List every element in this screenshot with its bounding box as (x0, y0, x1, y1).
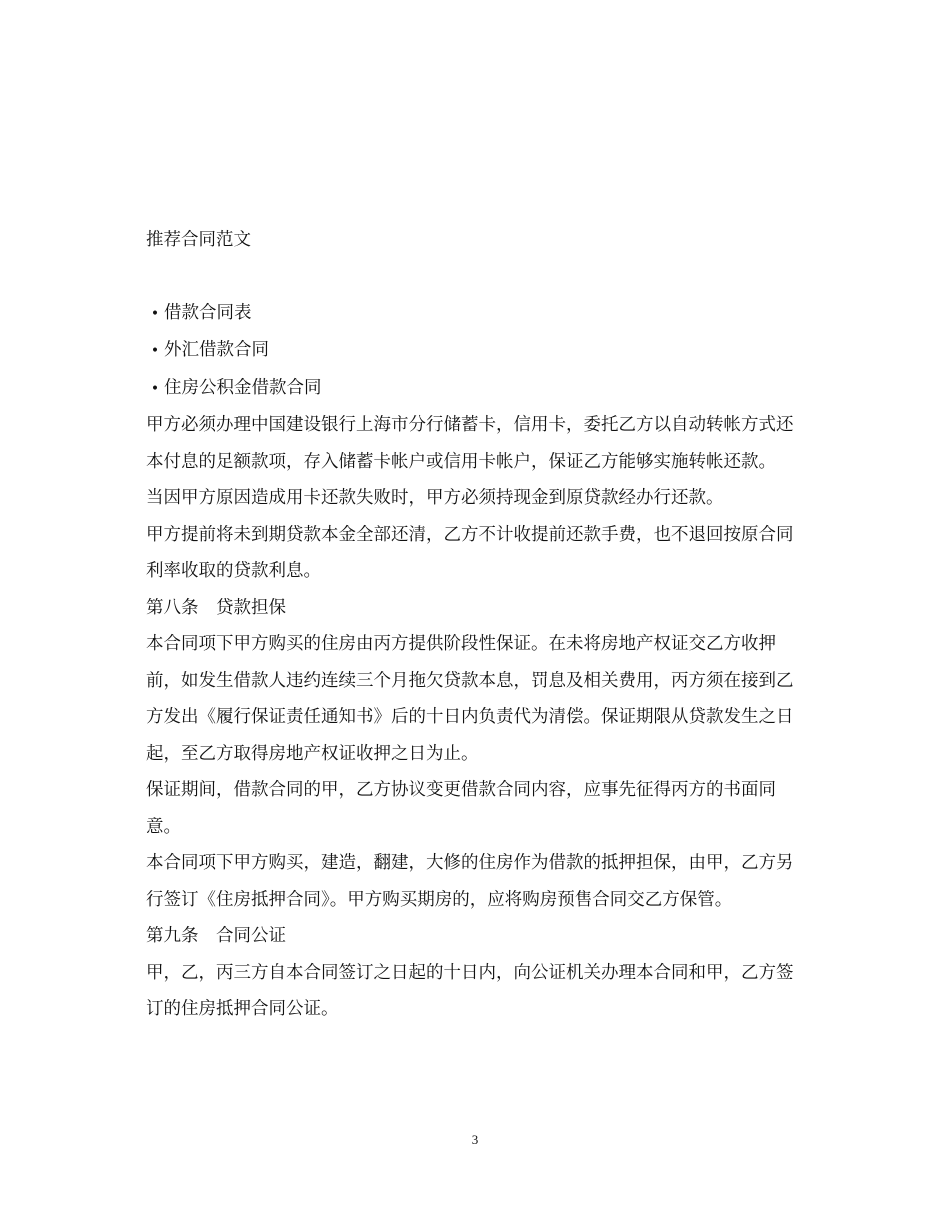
spacer (146, 259, 806, 295)
document-body (146, 222, 806, 1028)
document-title: 推荐合同范文 (146, 230, 251, 250)
body-paragraph: 保证期间，借款合同的甲，乙方协议变更借款合同内容，应事先征得丙方的书面同意。 (146, 780, 776, 837)
body-paragraph: 甲，乙，丙三方自本合同签订之日起的十日内，向公证机关办理本合同和甲，乙方签订的住房抵押合同公证。 (146, 962, 794, 1019)
body-paragraph: 甲方必须办理中国建设银行上海市分行储蓄卡，信用卡，委托乙方以自动转帐方式还本付息的足额款项，存入储蓄卡帐户或信用卡帐户，保证乙方能够实施转帐还款。 (146, 415, 794, 472)
body-paragraph: 当因甲方原因造成用卡还款失败时，甲方必须持现金到原贷款经办行还款。 (146, 488, 724, 508)
bullet-dot-icon: • (150, 380, 160, 397)
recommended-contracts-list (146, 295, 806, 408)
page-number: 3 (471, 1132, 479, 1147)
body-paragraph: 甲方提前将未到期贷款本金全部还清，乙方不计收提前还款手费，也不退回按原合同利率收取的贷款利息。 (146, 524, 794, 581)
list-item-label: 借款合同表 (164, 302, 252, 323)
list-item[interactable] (146, 332, 806, 370)
body-paragraph: 本合同项下甲方购买的住房由丙方提供阶段性保证。在未将房地产权证交乙方收押前，如发生借款人违约连续三个月拖欠贷款本息，罚息及相关费用，丙方须在接到乙方发出《履行保证责任通知书》后的十日内负责代为清偿。保证期限从贷款发生之日起，至乙方取得房地产权证收押之日为止。 (146, 634, 794, 764)
list-item-label: 外汇借款合同 (164, 340, 269, 360)
bullet-dot-icon: • (150, 343, 160, 359)
list-item-label: 住房公积金借款合同 (164, 377, 322, 398)
list-item[interactable] (146, 370, 806, 408)
bullet-dot-icon: • (150, 305, 160, 322)
body-paragraph: 本合同项下甲方购买，建造，翻建，大修的住房作为借款的抵押担保，由甲，乙方另行签订《住房抵押合同》。甲方购买期房的，应将购房预售合同交乙方保管。 (146, 853, 794, 910)
list-item[interactable] (146, 295, 806, 333)
article-9-heading: 第九条 合同公证 (146, 926, 286, 946)
article-8-heading: 第八条 贷款担保 (146, 597, 286, 618)
